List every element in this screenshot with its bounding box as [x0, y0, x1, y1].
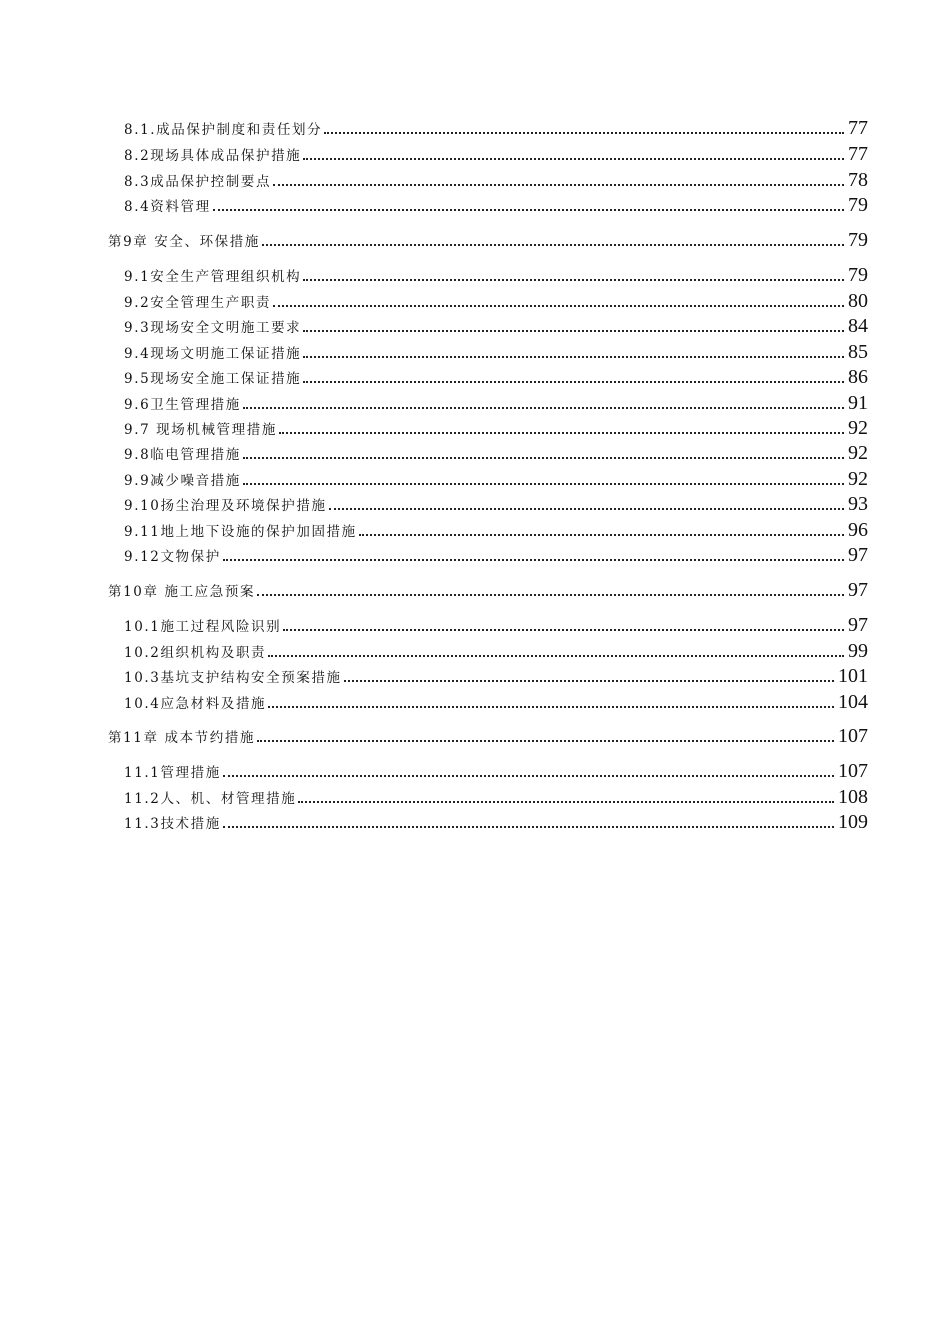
dot-leader: [279, 432, 844, 434]
toc-section-entry[interactable]: [124, 494, 868, 518]
toc-page-number: 91: [848, 392, 868, 414]
toc-entry-title: 9.12文物保护: [124, 549, 221, 565]
toc-entry-title: 第10章 施工应急预案: [108, 584, 256, 600]
toc-section-entry[interactable]: [124, 545, 868, 569]
toc-section-entry[interactable]: [124, 170, 868, 194]
toc-chapter-entry[interactable]: [108, 726, 868, 750]
dot-leader: [329, 508, 844, 510]
dot-leader: [257, 594, 844, 596]
toc-entry-title: 9.5现场安全施工保证措施: [124, 371, 302, 387]
toc-entry-title: 9.3现场安全文明施工要求: [124, 320, 302, 336]
dot-leader: [344, 680, 834, 682]
toc-entry-title: 8.2现场具体成品保护措施: [124, 148, 302, 164]
toc-page-number: 84: [848, 315, 868, 337]
dot-leader: [324, 132, 844, 134]
toc-section-entry[interactable]: [124, 641, 868, 665]
toc-entry-title: 8.3成品保护控制要点: [124, 174, 272, 190]
dot-leader: [273, 305, 844, 307]
dot-leader: [303, 356, 844, 358]
dot-leader: [303, 330, 844, 332]
toc-page-number: 104: [838, 691, 868, 713]
toc-page-number: 80: [848, 290, 868, 312]
toc-section-entry[interactable]: [124, 367, 868, 391]
dot-leader: [268, 655, 844, 657]
toc-entry-title: 11.3技术措施: [124, 816, 221, 832]
toc-entry-title: 10.4应急材料及措施: [124, 696, 267, 712]
dot-leader: [257, 740, 834, 742]
toc-entry-title: 10.3基坑支护结构安全预案措施: [124, 670, 342, 686]
dot-leader: [303, 158, 844, 160]
toc-chapter-entry[interactable]: [108, 580, 868, 604]
dot-leader: [298, 801, 834, 803]
toc-section-entry[interactable]: [124, 265, 868, 289]
toc-page-number: 97: [848, 614, 868, 636]
toc-entry-title: 11.2人、机、材管理措施: [124, 791, 297, 807]
toc-entry-title: 9.1安全生产管理组织机构: [124, 269, 302, 285]
toc-page-number: 77: [848, 117, 868, 139]
dot-leader: [213, 209, 844, 211]
dot-leader: [243, 483, 844, 485]
toc-section-entry[interactable]: [124, 469, 868, 493]
dot-leader: [223, 826, 834, 828]
toc-page-number: 79: [848, 194, 868, 216]
toc-page-number: 108: [838, 786, 868, 808]
toc-section-entry[interactable]: [124, 761, 868, 785]
toc-section-entry[interactable]: [124, 118, 868, 142]
toc-section-entry[interactable]: [124, 291, 868, 315]
toc-page-number: 77: [848, 143, 868, 165]
dot-leader: [243, 457, 844, 459]
dot-leader: [273, 184, 844, 186]
dot-leader: [268, 706, 834, 708]
toc-page-number: 79: [848, 264, 868, 286]
dot-leader: [223, 775, 834, 777]
toc-page-number: 92: [848, 442, 868, 464]
toc-page-number: 92: [848, 417, 868, 439]
toc-section-entry[interactable]: [124, 342, 868, 366]
dot-leader: [262, 244, 844, 246]
toc-section-entry[interactable]: [124, 195, 868, 219]
toc-page-number: 97: [848, 544, 868, 566]
toc-page-number: 93: [848, 493, 868, 515]
toc-entry-title: 8.1.成品保护制度和责任划分: [124, 122, 323, 138]
toc-section-entry[interactable]: [124, 666, 868, 690]
toc-entry-title: 9.11地上地下设施的保护加固措施: [124, 524, 357, 540]
toc-chapter-entry[interactable]: [108, 230, 868, 254]
toc-section-entry[interactable]: [124, 787, 868, 811]
dot-leader: [359, 534, 844, 536]
dot-leader: [223, 559, 844, 561]
toc-page-number: 78: [848, 169, 868, 191]
toc-page-number: 107: [838, 725, 868, 747]
toc-entry-title: 9.7 现场机械管理措施: [124, 422, 277, 438]
toc-page-number: 97: [848, 579, 868, 601]
toc-page-number: 86: [848, 366, 868, 388]
dot-leader: [303, 279, 844, 281]
toc-section-entry[interactable]: [124, 443, 868, 467]
toc-section-entry[interactable]: [124, 615, 868, 639]
toc-entry-title: 9.2安全管理生产职责: [124, 295, 272, 311]
toc-page-number: 99: [848, 640, 868, 662]
toc-page-number: 107: [838, 760, 868, 782]
toc-entry-title: 10.1施工过程风险识别: [124, 619, 282, 635]
toc-entry-title: 8.4资料管理: [124, 199, 211, 215]
dot-leader: [303, 381, 844, 383]
toc-entry-title: 9.10扬尘治理及环境保护措施: [124, 498, 327, 514]
toc-page-number: 92: [848, 468, 868, 490]
toc-section-entry[interactable]: [124, 812, 868, 836]
toc-page-number: 85: [848, 341, 868, 363]
dot-leader: [283, 629, 844, 631]
toc-entry-title: 9.9减少噪音措施: [124, 473, 241, 489]
toc-entry-title: 第11章 成本节约措施: [108, 730, 256, 746]
toc-section-entry[interactable]: [124, 418, 868, 442]
toc-page-number: 109: [838, 811, 868, 833]
toc-page-number: 79: [848, 229, 868, 251]
toc-section-entry[interactable]: [124, 692, 868, 716]
toc-entry-title: 9.8临电管理措施: [124, 447, 241, 463]
toc-entry-title: 11.1管理措施: [124, 765, 221, 781]
dot-leader: [243, 407, 844, 409]
toc-section-entry[interactable]: [124, 520, 868, 544]
toc-section-entry[interactable]: [124, 144, 868, 168]
toc-page-number: 96: [848, 519, 868, 541]
toc-page-number: 101: [838, 665, 868, 687]
toc-entry-title: 第9章 安全、环保措施: [108, 234, 260, 250]
toc-section-entry[interactable]: [124, 316, 868, 340]
toc-entry-title: 10.2组织机构及职责: [124, 645, 267, 661]
toc-entry-title: 9.4现场文明施工保证措施: [124, 346, 302, 362]
toc-entry-title: 9.6卫生管理措施: [124, 397, 241, 413]
toc-section-entry[interactable]: [124, 393, 868, 417]
